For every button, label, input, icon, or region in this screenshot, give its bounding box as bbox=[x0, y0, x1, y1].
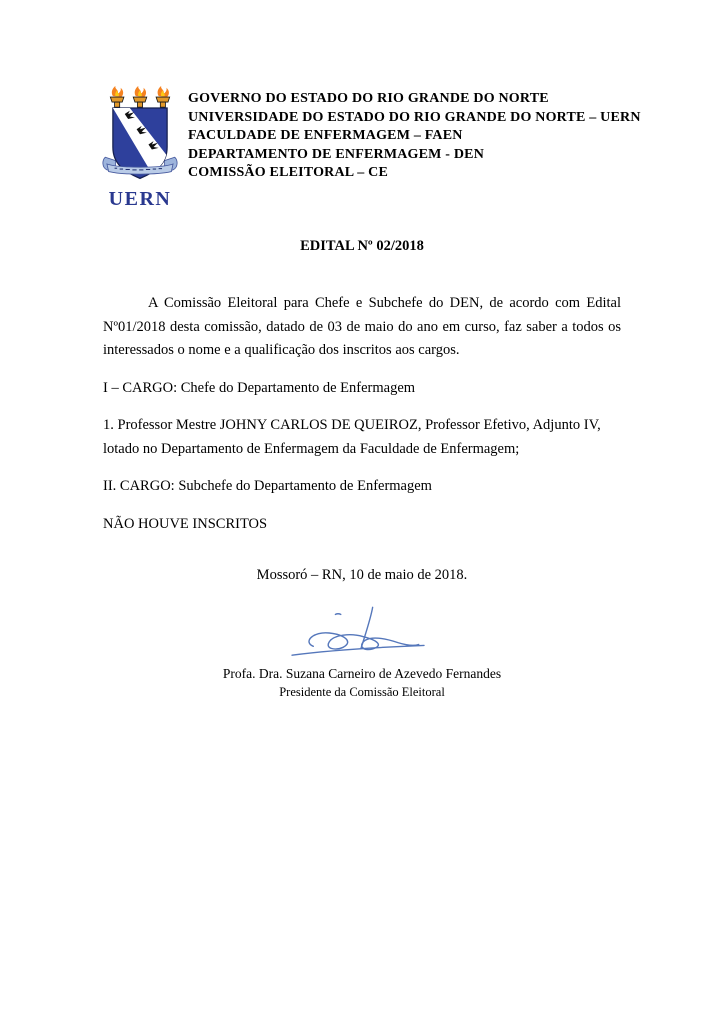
uern-logo-block bbox=[94, 86, 186, 211]
edital-title: EDITAL Nº 02/2018 bbox=[300, 238, 424, 254]
signatory-role: Presidente da Comissão Eleitoral bbox=[279, 684, 445, 699]
letterhead-line-2: UNIVERSIDADE DO ESTADO DO RIO GRANDE DO NORTE – UERN bbox=[188, 109, 641, 125]
cargo2-heading: II. CARGO: Subchefe do Departamento de Enfermagem bbox=[103, 478, 432, 494]
letterhead bbox=[188, 90, 688, 183]
letterhead-line-5: COMISSÃO ELEITORAL – CE bbox=[188, 165, 389, 181]
signature-block bbox=[103, 602, 621, 701]
signatory-name: Profa. Dra. Suzana Carneiro de Azevedo Fernandes bbox=[222, 665, 502, 681]
uern-crest-icon bbox=[101, 86, 179, 186]
uern-acronym: UERN bbox=[108, 188, 172, 210]
dateline: Mossoró – RN, 10 de maio de 2018. bbox=[256, 567, 468, 583]
letterhead-line-1: GOVERNO DO ESTADO DO RIO GRANDE DO NORTE bbox=[188, 91, 549, 106]
intro-paragraph: A Comissão Eleitoral para Chefe e Subchefe do DEN, de acordo com Edital Nº01/2018 desta comissão, datado de 03 de maio do ano em curso, faz saber a todos os interessados o nome e a qualificação dos inscritos aos cargos. bbox=[103, 295, 621, 358]
document-body bbox=[103, 292, 621, 701]
letterhead-line-4: DEPARTAMENTO DE ENFERMAGEM - DEN bbox=[188, 146, 485, 162]
cargo2-item: NÃO HOUVE INSCRITOS bbox=[103, 515, 268, 532]
signature-scribble-icon bbox=[282, 602, 442, 664]
cargo1-heading: I – CARGO: Chefe do Departamento de Enfermagem bbox=[103, 379, 416, 396]
cargo1-item: 1. Professor Mestre JOHNY CARLOS DE QUEIROZ, Professor Efetivo, Adjunto IV, lotado no Departamento de Enfermagem da Faculdade de Enfermagem; bbox=[103, 417, 601, 457]
letterhead-line-3: FACULDADE DE ENFERMAGEM – FAEN bbox=[188, 128, 463, 144]
torch-icons bbox=[110, 86, 169, 107]
